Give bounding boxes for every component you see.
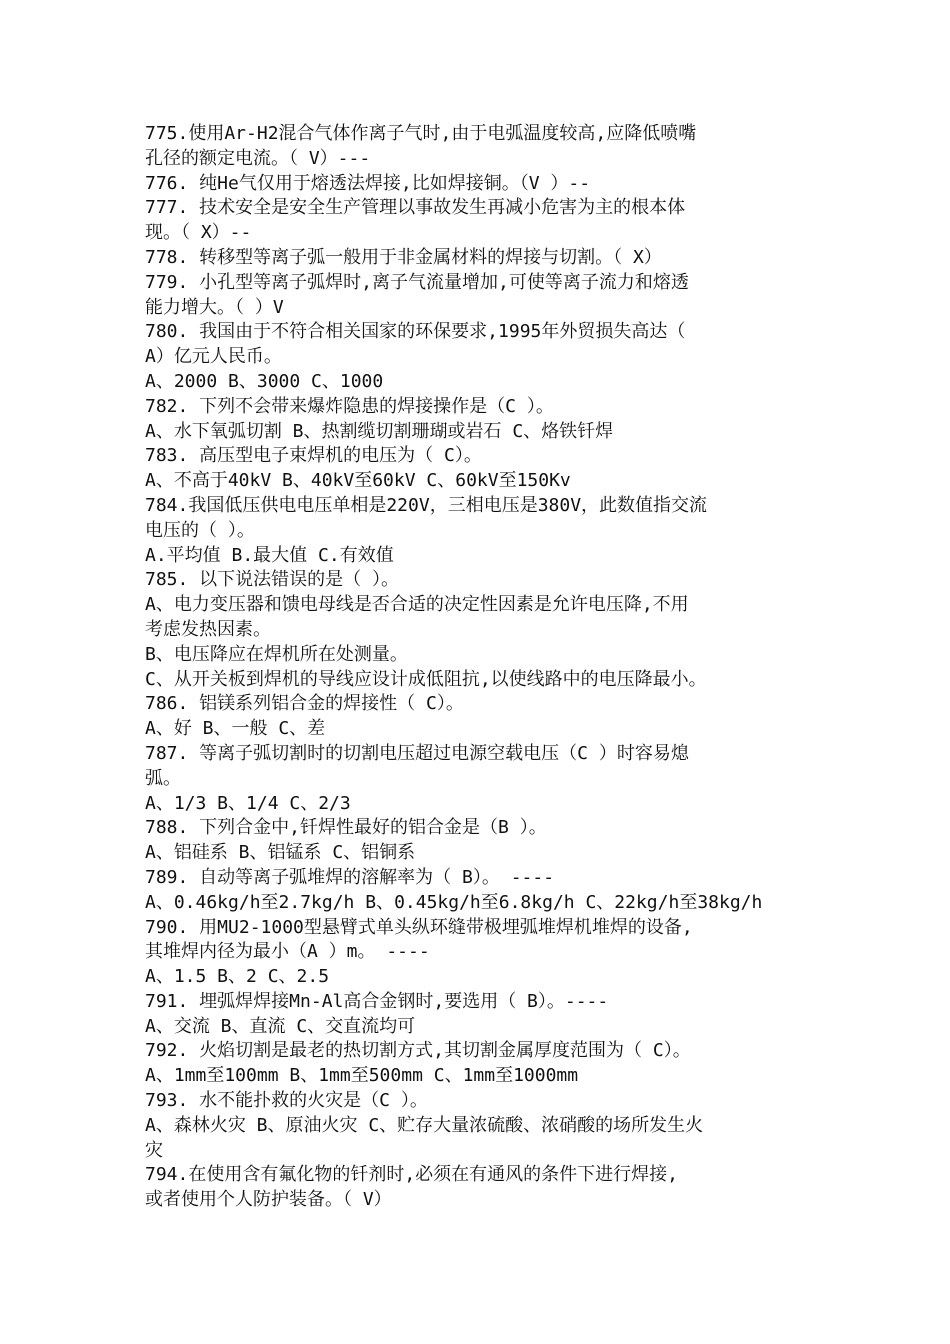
text-line: 考虑发热因素。: [145, 618, 271, 640]
text-line: A、铝硅系 B、铝锰系 C、铝铜系: [145, 842, 416, 864]
text-line: A、2000 B、3000 C、1000: [145, 370, 384, 392]
text-line: 779. 小孔型等离子弧焊时,离子气流量增加,可使等离子流力和熔透: [145, 271, 689, 293]
text-line: 787. 等离子弧切割时的切割电压超过电源空载电压（C ）时容易熄: [145, 742, 689, 764]
text-line: A、电力变压器和馈电母线是否合适的决定性因素是允许电压降,不用: [145, 594, 689, 616]
text-line: A、水下氧弧切割 B、热割缆切割珊瑚或岩石 C、烙铁钎焊: [145, 420, 614, 442]
text-line: A、1.5 B、2 C、2.5: [145, 966, 330, 988]
text-line: 790. 用MU2-1000型悬臂式单头纵环缝带极埋弧堆焊机堆焊的设备,: [145, 916, 693, 938]
document-body: [145, 122, 835, 1213]
text-line: 785. 以下说法错误的是（ ）。: [145, 569, 400, 591]
text-line: 776. 纯He气仅用于熔透法焊接,比如焊接铜。（V ）--: [145, 172, 591, 194]
text-line: B、电压降应在焊机所在处测量。: [145, 643, 408, 665]
text-line: 现。（ X）--: [145, 222, 252, 244]
text-line: A）亿元人民币。: [145, 346, 282, 368]
text-line: 786. 铝镁系列铝合金的焊接性（ C）。: [145, 693, 464, 715]
text-line: 弧。: [145, 767, 181, 789]
text-line: 792. 火焰切割是最老的热切割方式,其切割金属厚度范围为（ C）。: [145, 1040, 691, 1062]
text-line: A、0.46kg/h至2.7kg/h B、0.45kg/h至6.8kg/h C、22kg/h至38kg/h: [145, 891, 763, 913]
text-line: 775.使用Ar-H2混合气体作离子气时,由于电弧温度较高,应降低喷嘴: [145, 123, 697, 144]
text-line: 或者使用个人防护装备。（ V）: [145, 1189, 392, 1211]
text-line: A、1mm至100mm B、1mm至500mm C、1mm至1000mm: [145, 1065, 579, 1087]
text-line: 789. 自动等离子弧堆焊的溶解率为（ B）。 ----: [145, 866, 555, 888]
text-line: 780. 我国由于不符合相关国家的环保要求,1995年外贸损失高达（: [145, 321, 686, 343]
text-line: 电压的（ ）。: [145, 519, 255, 541]
text-line: 778. 转移型等离子弧一般用于非金属材料的焊接与切割。（ X）: [145, 246, 662, 268]
text-line: 791. 埋弧焊焊接Mn-Al高合金钢时,要选用（ B）。----: [145, 990, 609, 1012]
text-line: C、从开关板到焊机的导线应设计成低阻抗,以使线路中的电压降最小。: [145, 668, 707, 690]
text-line: 其堆焊内径为最小（A ）m。 ----: [145, 941, 430, 963]
text-line: 灾: [145, 1139, 163, 1161]
text-line: 794.在使用含有氟化物的钎剂时,必须在有通风的条件下进行焊接,: [145, 1164, 679, 1186]
text-line: 能力增大。（ ）V: [145, 296, 284, 318]
text-line: A、森林火灾 B、原油火灾 C、贮存大量浓硫酸、浓硝酸的场所发生火: [145, 1114, 704, 1136]
text-line: A.平均值 B.最大值 C.有效值: [145, 544, 394, 566]
text-line: A、1/3 B、1/4 C、2/3: [145, 792, 351, 814]
text-line: 782. 下列不会带来爆炸隐患的焊接操作是（C ）。: [145, 395, 554, 417]
text-line: 784.我国低压供电电压单相是220V，三相电压是380V，此数值指交流: [145, 494, 708, 516]
text-line: A、不高于40kV B、40kV至60kV C、60kV至150Kv: [145, 470, 571, 492]
text-line: 孔径的额定电流。（ V）---: [145, 147, 371, 169]
text-line: A、好 B、一般 C、差: [145, 718, 326, 740]
text-line: A、交流 B、直流 C、交直流均可: [145, 1015, 416, 1037]
text-line: 788. 下列合金中,钎焊性最好的铝合金是（B ）。: [145, 817, 547, 839]
text-line: 783. 高压型电子束焊机的电压为（ C）。: [145, 445, 482, 467]
text-line: 793. 水不能扑救的火灾是（C ）。: [145, 1090, 428, 1112]
text-line: 777. 技术安全是安全生产管理以事故发生再减小危害为主的根本体: [145, 197, 686, 219]
